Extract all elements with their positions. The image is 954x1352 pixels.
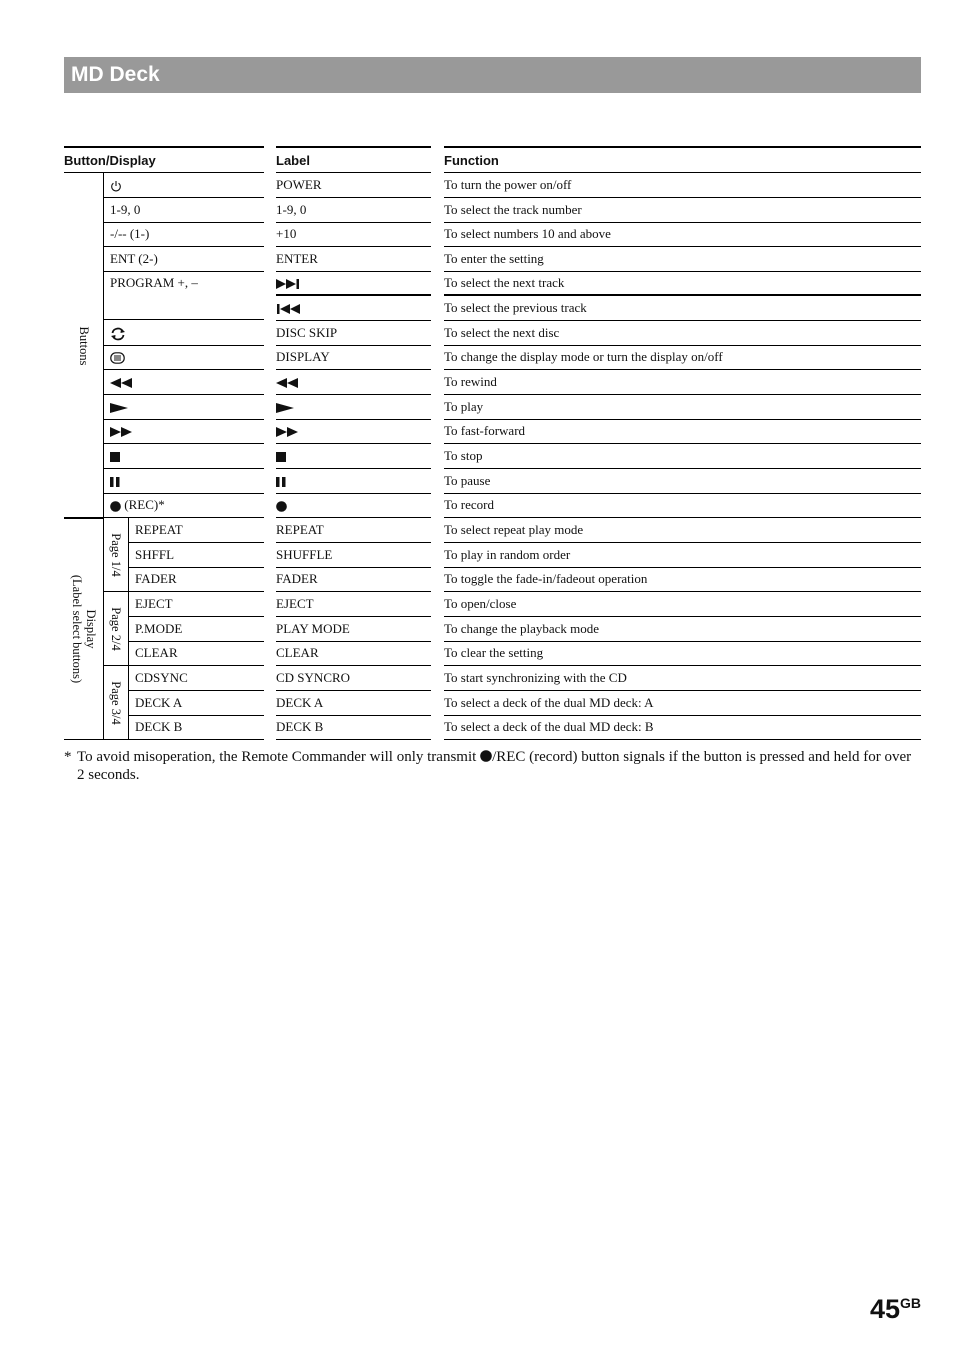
lbl-clear: CLEAR <box>276 641 431 666</box>
btn-power <box>104 173 264 198</box>
page-1-label: Page 1/4 <box>109 532 123 577</box>
lbl-power: POWER <box>276 173 431 198</box>
btn-display <box>104 345 264 370</box>
fn-play: To play <box>444 395 921 420</box>
display-icon <box>110 352 125 364</box>
lbl-disc-skip: DISC SKIP <box>276 321 431 346</box>
btn-cdsync: CDSYNC <box>129 666 264 691</box>
rewind-icon <box>110 378 132 388</box>
record-icon <box>480 750 492 762</box>
fn-clear: To clear the setting <box>444 641 921 666</box>
fn-repeat: To select repeat play mode <box>444 518 921 543</box>
record-icon <box>276 501 287 512</box>
rewind-icon <box>276 378 298 388</box>
fn-record: To record <box>444 493 921 518</box>
btn-pmode: P.MODE <box>129 617 264 642</box>
fn-prev-track: To select the previous track <box>444 296 921 321</box>
lbl-ten: +10 <box>276 222 431 247</box>
lbl-fader: FADER <box>276 567 431 592</box>
fn-power: To turn the power on/off <box>444 173 921 198</box>
lbl-deck-a: DECK A <box>276 691 431 716</box>
btn-deck-b: DECK B <box>129 715 264 740</box>
btn-rec-text: (REC)* <box>124 497 165 512</box>
fn-fast-forward: To fast-forward <box>444 419 921 444</box>
fn-cd-syncro: To start synchronizing with the CD <box>444 666 921 691</box>
lbl-rewind <box>276 370 431 395</box>
fn-shuffle: To play in random order <box>444 543 921 568</box>
page-2-group <box>104 592 129 666</box>
fn-stop: To stop <box>444 444 921 469</box>
stop-icon <box>110 452 120 462</box>
btn-ent: ENT (2-) <box>104 247 264 272</box>
group-divider <box>64 517 104 518</box>
section-title-banner <box>64 57 921 93</box>
lbl-play <box>276 395 431 420</box>
group-buttons-label: Buttons <box>76 326 91 365</box>
fn-number: To select the track number <box>444 198 921 223</box>
lbl-prev-track <box>276 296 431 321</box>
disc-skip-icon <box>110 327 126 341</box>
power-icon <box>110 180 122 193</box>
page-3-group <box>104 666 129 740</box>
previous-track-icon <box>276 304 300 314</box>
play-icon <box>276 403 294 413</box>
lbl-fast-forward <box>276 419 431 444</box>
btn-shuffle: SHFFL <box>129 543 264 568</box>
lbl-cd-syncro: CD SYNCRO <box>276 666 431 691</box>
footnote-mark: * <box>64 749 72 765</box>
lbl-play-mode: PLAY MODE <box>276 617 431 642</box>
fn-eject: To open/close <box>444 592 921 617</box>
page-2-label: Page 2/4 <box>109 606 123 651</box>
next-track-icon <box>276 279 300 289</box>
btn-deck-a: DECK A <box>129 691 264 716</box>
record-icon <box>110 501 121 512</box>
fn-deck-b: To select a deck of the dual MD deck: B <box>444 715 921 740</box>
fn-disc-skip: To select the next disc <box>444 321 921 346</box>
fn-next-track: To select the next track <box>444 271 921 296</box>
btn-number: 1-9, 0 <box>104 198 264 223</box>
lbl-stop <box>276 444 431 469</box>
btn-pause <box>104 469 264 494</box>
lbl-repeat: REPEAT <box>276 518 431 543</box>
lbl-record <box>276 493 431 518</box>
btn-repeat: REPEAT <box>129 518 264 543</box>
btn-rewind <box>104 370 264 395</box>
lbl-eject: EJECT <box>276 592 431 617</box>
btn-fader: FADER <box>129 567 264 592</box>
group-display <box>64 518 104 740</box>
lbl-enter: ENTER <box>276 247 431 272</box>
stop-icon <box>276 452 286 462</box>
group-display-label: Display (Label select buttons) <box>69 574 98 684</box>
page-number: $45^{GB}$ <box>869 1294 921 1324</box>
fn-ten: To select numbers 10 and above <box>444 222 921 247</box>
pause-icon <box>110 477 120 487</box>
lbl-pause <box>276 469 431 494</box>
lbl-deck-b: DECK B <box>276 715 431 740</box>
lbl-display: DISPLAY <box>276 345 431 370</box>
btn-clear: CLEAR <box>129 641 264 666</box>
fn-play-mode: To change the playback mode <box>444 617 921 642</box>
lbl-shuffle: SHUFFLE <box>276 543 431 568</box>
play-icon <box>110 403 128 413</box>
fn-enter: To enter the setting <box>444 247 921 272</box>
page-1-group <box>104 518 129 592</box>
btn-fast-forward <box>104 419 264 444</box>
page-suffix: GB <box>900 1295 921 1311</box>
btn-ten: -/-- (1-) <box>104 222 264 247</box>
fn-display: To change the display mode or turn the display on/off <box>444 345 921 370</box>
col-header-label: Label <box>276 146 431 173</box>
section-title: MD Deck <box>71 63 160 86</box>
lbl-number: 1-9, 0 <box>276 198 431 223</box>
btn-program: PROGRAM +, – <box>104 271 264 320</box>
group-buttons <box>64 173 104 519</box>
btn-stop <box>104 444 264 469</box>
btn-disc-skip <box>104 321 264 346</box>
fn-fader: To toggle the fade-in/fadeout operation <box>444 567 921 592</box>
fn-rewind: To rewind <box>444 370 921 395</box>
fn-pause: To pause <box>444 469 921 494</box>
fn-deck-a: To select a deck of the dual MD deck: A <box>444 691 921 716</box>
fast-forward-icon <box>276 427 298 437</box>
page-3-label: Page 3/4 <box>109 680 123 725</box>
col-header-function: Function <box>444 146 921 173</box>
lbl-next-track <box>276 271 431 296</box>
col-header-button: Button/Display <box>64 146 264 173</box>
btn-rec <box>104 493 264 518</box>
pause-icon <box>276 477 286 487</box>
btn-play <box>104 395 264 420</box>
group-bottom-rule <box>64 739 104 740</box>
btn-eject: EJECT <box>129 592 264 617</box>
footnote-text: To avoid misoperation, the Remote Commander will only transmit /REC (record) button signals if the button is pressed and held for over 2 seconds. <box>77 749 912 783</box>
fast-forward-icon <box>110 427 132 437</box>
